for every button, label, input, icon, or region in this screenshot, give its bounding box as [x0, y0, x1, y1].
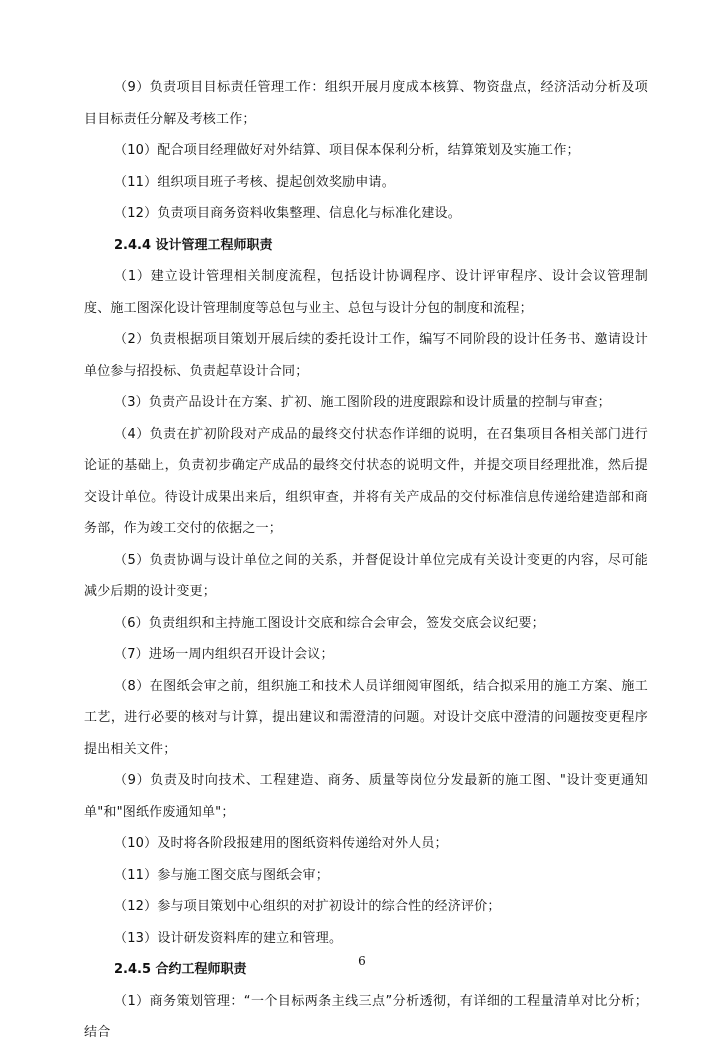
- section-heading: 2.4.5 合约工程师职责: [114, 962, 247, 977]
- paragraph: （12）负责项目商务资料收集整理、信息化与标准化建设。: [114, 206, 461, 221]
- paragraph: （1）商务策划管理：“一个目标两条主线三点”分析透彻，有详细的工程量清单对比分析；结合: [84, 993, 648, 1040]
- paragraph: （11）组织项目班子考核、提起创效奖励申请。: [114, 174, 395, 190]
- section-heading: 2.4.4 设计管理工程师职责: [114, 237, 273, 253]
- paragraph: （2）负责根据项目策划开展后续的委托设计工作，编写不同阶段的设计任务书、邀请设计单位参与招投标、负责起草设计合同；: [84, 332, 648, 379]
- paragraph: （3）负责产品设计在方案、扩初、施工图阶段的进度跟踪和设计质量的控制与审查；: [114, 395, 611, 410]
- paragraph: （12）参与项目策划中心组织的对扩初设计的综合性的经济评价；: [114, 899, 501, 914]
- paragraph: （7）进场一周内组织召开设计会议；: [114, 647, 334, 662]
- paragraph: （8）在图纸会审之前，组织施工和技术人员详细阅审图纸，结合拟采用的施工方案、施工工艺，进行必要的核对与计算，提出建议和需澄清的问题。对设计交底中澄清的问题按变更程序提出相关文件；: [84, 678, 648, 757]
- paragraph: （13）设计研发资料库的建立和管理。: [114, 930, 343, 946]
- paragraph: （5）负责协调与设计单位之间的关系，并督促设计单位完成有关设计变更的内容，尽可能减少后期的设计变更；: [84, 552, 648, 599]
- paragraph: （11）参与施工图交底与图纸会审；: [114, 867, 329, 883]
- paragraph: （9）负责及时向技术、工程建造、商务、质量等岗位分发最新的施工图、"设计变更通知单"和"图纸作废通知单"；: [84, 773, 648, 820]
- paragraph: （6）负责组织和主持施工图设计交底和综合会审会，签发交底会议纪要；: [114, 615, 545, 631]
- paragraph: （4）负责在扩初阶段对产成品的最终交付状态作详细的说明，在召集项目各相关部门进行论证的基础上，负责初步确定产成品的最终交付状态的说明文件，并提交项目经理批准，然后提交设计单位。待设计成果出来后，组织审查，并将有关产成品的交付标准信息传递给建造部和商务部，作为竣工交付的依据之一；: [84, 426, 648, 536]
- paragraph: （10）及时将各阶段报建用的图纸资料传递给对外人员；: [114, 836, 448, 851]
- document-body: [84, 72, 648, 1049]
- page-number: 6: [358, 954, 366, 968]
- paragraph: （10）配合项目经理做好对外结算、项目保本保利分析，结算策划及实施工作；: [114, 143, 580, 158]
- paragraph: （1）建立设计管理相关制度流程，包括设计协调程序、设计评审程序、设计会议管理制度、施工图深化设计管理制度等总包与业主、总包与设计分包的制度和流程；: [84, 269, 648, 316]
- paragraph: （9）负责项目目标责任管理工作：组织开展月度成本核算、物资盘点，经济活动分析及项目目标责任分解及考核工作；: [84, 80, 648, 127]
